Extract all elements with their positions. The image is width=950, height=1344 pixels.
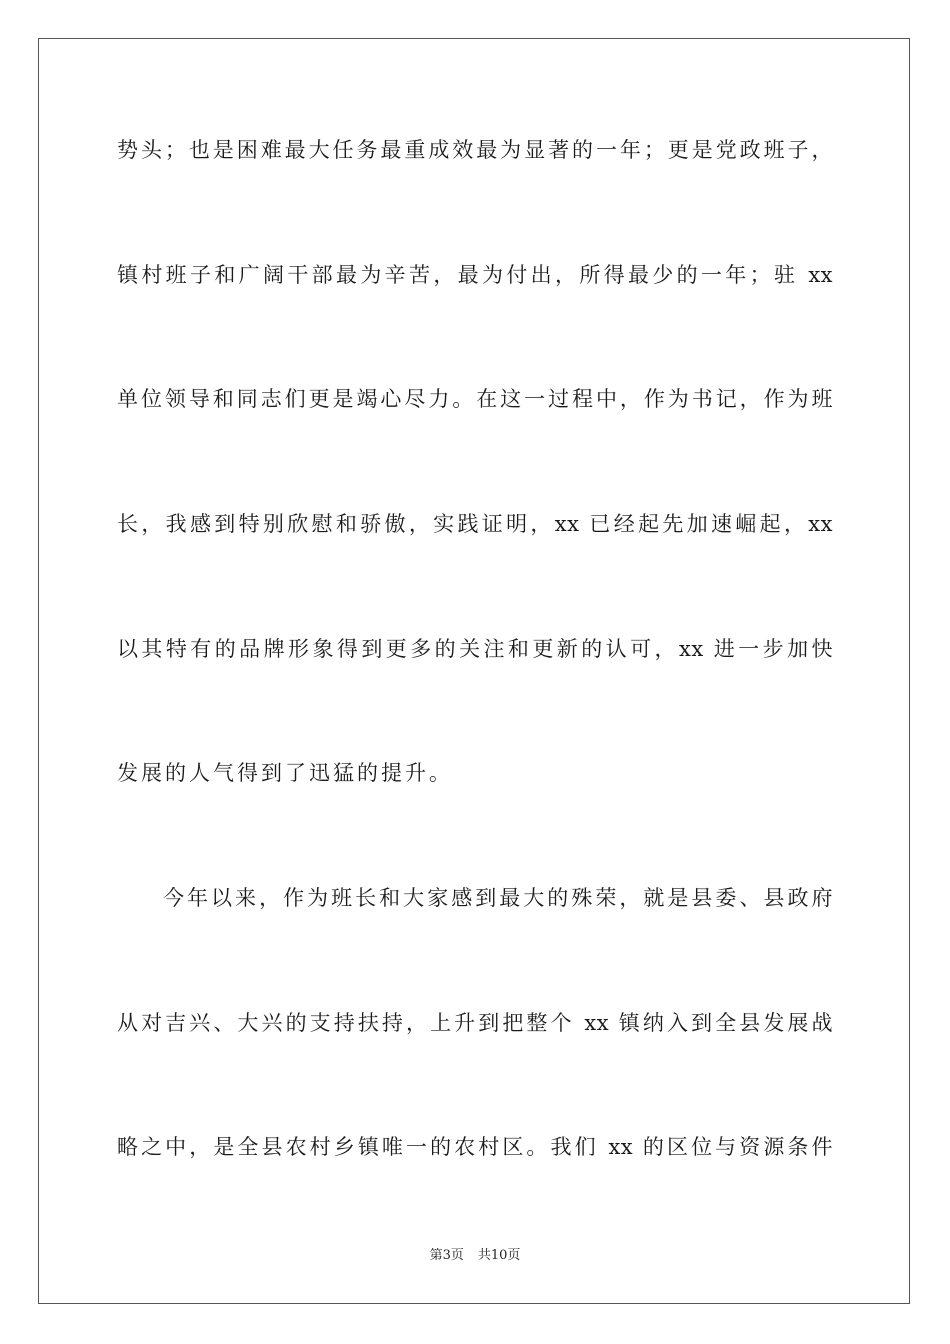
paragraph-first-line: 今年以来，作为班长和大家感到最大的殊荣，就是县委、县政府 (163, 886, 833, 910)
body-text-line: 长，我感到特别欣慰和骄傲，实践证明，xx 已经起先加速崛起，xx (117, 512, 833, 536)
page-footer (0, 1246, 950, 1266)
body-text-line: 以其特有的品牌形象得到更多的关注和更新的认可，xx 进一步加快 (117, 637, 833, 661)
body-text-line: 略之中，是全县农村乡镇唯一的农村区。我们 xx 的区位与资源条件 (117, 1135, 833, 1159)
page-total: 共10页 (477, 1248, 521, 1263)
page-number: 第3页 (429, 1248, 464, 1263)
page-border (38, 38, 910, 1304)
body-text-line: 镇村班子和广阔干部最为辛苦，最为付出，所得最少的一年；驻 xx (117, 263, 833, 287)
body-text-line: 单位领导和同志们更是竭心尽力。在这一过程中，作为书记，作为班 (117, 387, 833, 411)
body-text-line: 从对吉兴、大兴的支持扶持，上升到把整个 xx 镇纳入到全县发展战 (117, 1011, 833, 1035)
body-text-line: 势头；也是困难最大任务最重成效最为显著的一年；更是党政班子， (117, 138, 833, 162)
body-text-line: 发展的人气得到了迅猛的提升。 (117, 761, 453, 785)
